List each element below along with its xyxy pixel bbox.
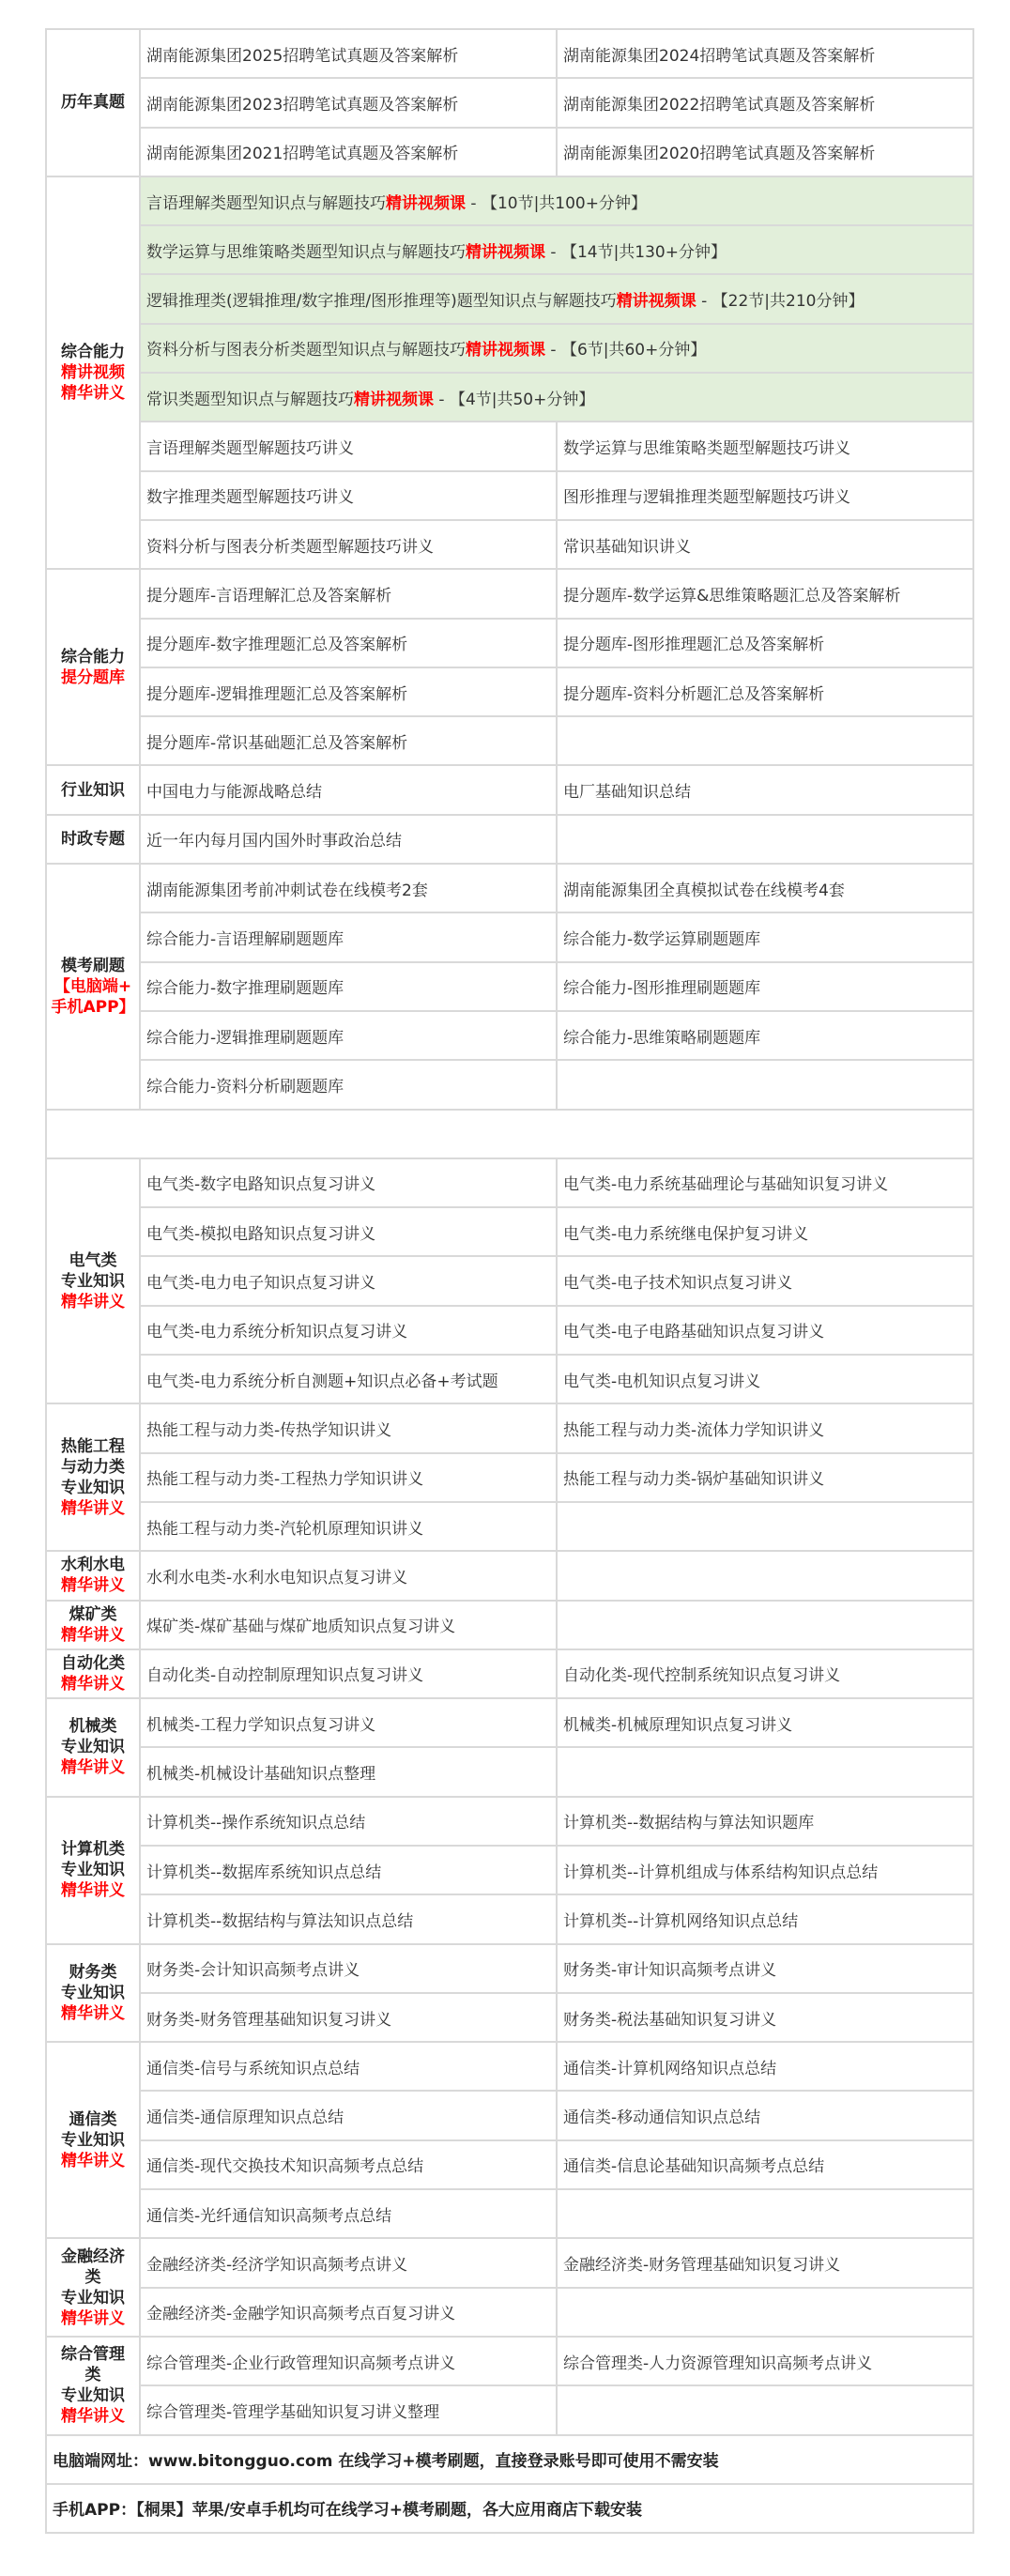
category-header — [46, 1698, 140, 1797]
resource-item[interactable]: 计算机类--数据库系统知识点总结 — [140, 1846, 557, 1894]
table-row — [46, 815, 973, 864]
video-course-duration: - 【22节|共210分钟】 — [696, 292, 865, 312]
resource-item[interactable]: 通信类-移动通信知识点总结 — [557, 2091, 973, 2139]
table-row — [46, 176, 973, 225]
table-row — [46, 1993, 973, 2042]
table-row — [46, 1403, 973, 1452]
video-course-tag: 精讲视频课 — [466, 341, 545, 360]
category-header — [46, 765, 140, 814]
category-subtitle: 精讲视频 精华讲义 — [61, 363, 125, 404]
resource-item[interactable]: 言语理解类题型解题技巧讲义 — [140, 422, 557, 470]
resource-item[interactable]: 湖南能源集团2022招聘笔试真题及答案解析 — [557, 78, 973, 127]
table-row — [46, 864, 973, 912]
resource-item[interactable]: 提分题库-资料分析题汇总及答案解析 — [557, 667, 973, 716]
category-header — [46, 1403, 140, 1551]
category-header — [46, 2238, 140, 2337]
resource-item[interactable]: 计算机类--计算机组成与体系结构知识点总结 — [557, 1846, 973, 1894]
resource-item[interactable]: 综合管理类-人力资源管理知识高频考点讲义 — [557, 2337, 973, 2385]
table-row — [46, 569, 973, 618]
resource-item[interactable]: 自动化类-现代控制系统知识点复习讲义 — [557, 1649, 973, 1698]
table-row — [46, 2091, 973, 2139]
resource-item[interactable]: 综合管理类-企业行政管理知识高频考点讲义 — [140, 2337, 557, 2385]
resource-item[interactable]: 金融经济类-金融学知识高频考点百复习讲义 — [140, 2288, 557, 2337]
table-row — [46, 1502, 973, 1551]
video-course-title: 常识类题型知识点与解题技巧 — [146, 390, 354, 409]
table-row — [46, 1158, 973, 1207]
category-header — [46, 1601, 140, 1649]
resource-item[interactable]: 热能工程与动力类-汽轮机原理知识讲义 — [140, 1502, 557, 1551]
category-title: 模考刷题 — [61, 956, 125, 975]
category-subtitle: 精华讲义 — [61, 2308, 125, 2328]
category-header — [46, 1944, 140, 2043]
table-row — [46, 128, 973, 176]
category-subtitle: 精华讲义 — [61, 1625, 125, 1645]
category-title: 热能工程 与动力类 专业知识 — [61, 1436, 125, 1497]
resource-item[interactable]: 机械类-机械设计基础知识点整理 — [140, 1747, 557, 1796]
resource-item[interactable]: 通信类-信息论基础知识高频考点总结 — [557, 2140, 973, 2189]
table-row — [46, 1256, 973, 1305]
video-course-title: 逻辑推理类(逻辑推理/数字推理/图形推理等)题型知识点与解题技巧 — [146, 292, 617, 312]
table-row — [46, 1747, 973, 1796]
video-course-tag: 精讲视频课 — [354, 390, 434, 409]
category-subtitle: 精华讲义 — [61, 2151, 125, 2170]
resource-item[interactable]: 提分题库-数学运算&思维策略题汇总及答案解析 — [557, 569, 973, 618]
video-course-duration: - 【6节|共60+分钟】 — [545, 341, 707, 360]
video-course-duration: - 【10节|共100+分钟】 — [466, 193, 647, 213]
resource-item[interactable]: 湖南能源集团2021招聘笔试真题及答案解析 — [140, 128, 557, 176]
table-row — [46, 520, 973, 569]
resource-item[interactable]: 计算机类--操作系统知识点总结 — [140, 1797, 557, 1846]
category-header — [46, 2337, 140, 2435]
resource-item[interactable] — [557, 2189, 973, 2238]
resource-item[interactable]: 金融经济类-财务管理基础知识复习讲义 — [557, 2238, 973, 2287]
video-course-item[interactable] — [140, 176, 973, 225]
table-row — [46, 2238, 973, 2287]
video-course-duration: - 【4节|共50+分钟】 — [434, 390, 595, 409]
resource-item[interactable]: 湖南能源集团2024招聘笔试真题及答案解析 — [557, 29, 973, 78]
resource-item[interactable]: 通信类-通信原理知识点总结 — [140, 2091, 557, 2139]
resource-item[interactable]: 计算机类--数据结构与算法知识题库 — [557, 1797, 973, 1846]
table-row — [46, 471, 973, 520]
table-row — [46, 667, 973, 716]
table-row — [46, 422, 973, 470]
table-row — [46, 2140, 973, 2189]
resource-item[interactable]: 数字推理类题型解题技巧讲义 — [140, 471, 557, 520]
resource-item[interactable]: 综合管理类-管理学基础知识复习讲义整理 — [140, 2385, 557, 2434]
table-row — [46, 1306, 973, 1355]
category-subtitle: 提分题库 — [61, 667, 125, 687]
category-header — [46, 864, 140, 1109]
resource-item[interactable]: 综合能力-逻辑推理刷题题库 — [140, 1011, 557, 1060]
resource-item[interactable]: 综合能力-资料分析刷题题库 — [140, 1060, 557, 1109]
table-row — [46, 1846, 973, 1894]
resource-item[interactable] — [557, 716, 973, 765]
video-course-item[interactable] — [140, 324, 973, 373]
video-course-tag: 精讲视频课 — [616, 292, 696, 312]
resource-item[interactable]: 通信类-光纤通信知识高频考点总结 — [140, 2189, 557, 2238]
video-course-title: 资料分析与图表分析类题型知识点与解题技巧 — [146, 341, 466, 360]
table-row — [46, 619, 973, 667]
table-row — [46, 765, 973, 814]
category-subtitle: 精华讲义 — [61, 1758, 125, 1778]
resource-table-container — [45, 28, 972, 2534]
resource-item[interactable]: 金融经济类-经济学知识高频考点讲义 — [140, 2238, 557, 2287]
table-row — [46, 1649, 973, 1698]
resource-item[interactable]: 提分题库-数字推理题汇总及答案解析 — [140, 619, 557, 667]
resource-item[interactable]: 电气类-模拟电路知识点复习讲义 — [140, 1207, 557, 1256]
category-header — [46, 29, 140, 176]
table-row — [46, 1453, 973, 1502]
resource-item[interactable]: 财务类-税法基础知识复习讲义 — [557, 1993, 973, 2042]
category-title: 综合管理 类 专业知识 — [61, 2345, 125, 2406]
resource-item[interactable]: 电气类-电力电子知识点复习讲义 — [140, 1256, 557, 1305]
table-row — [46, 716, 973, 765]
footer-row — [46, 2484, 973, 2533]
resource-table — [45, 28, 974, 2534]
resource-item[interactable]: 综合能力-图形推理刷题题库 — [557, 962, 973, 1011]
resource-item[interactable]: 数学运算与思维策略类题型解题技巧讲义 — [557, 422, 973, 470]
table-row — [46, 78, 973, 127]
table-row — [46, 274, 973, 323]
resource-item[interactable]: 热能工程与动力类-流体力学知识讲义 — [557, 1403, 973, 1452]
footer-app-text: 手机APP：【桐果】苹果/安卓手机均可在线学习+模考刷题，各大应用商店下载安装 — [46, 2484, 973, 2533]
table-row — [46, 1011, 973, 1060]
resource-item[interactable] — [557, 2288, 973, 2337]
resource-item[interactable]: 提分题库-常识基础题汇总及答案解析 — [140, 716, 557, 765]
resource-item[interactable] — [557, 815, 973, 864]
resource-item[interactable]: 计算机类--计算机网络知识点总结 — [557, 1894, 973, 1943]
resource-item[interactable] — [557, 1060, 973, 1109]
resource-item[interactable] — [557, 1601, 973, 1649]
footer-web-text: 电脑端网址：www.bitongguo.com 在线学习+模考刷题，直接登录账号即可使用不需安装 — [46, 2435, 973, 2484]
category-title: 综合能力 — [61, 343, 125, 362]
table-row — [46, 1944, 973, 1993]
resource-item[interactable]: 湖南能源集团2020招聘笔试真题及答案解析 — [557, 128, 973, 176]
resource-item[interactable] — [557, 1747, 973, 1796]
resource-item[interactable]: 电气类-电子电路基础知识点复习讲义 — [557, 1306, 973, 1355]
video-course-duration: - 【14节|共130+分钟】 — [545, 242, 727, 262]
section-title — [46, 1110, 973, 1158]
table-row — [46, 1060, 973, 1109]
category-title: 历年真题 — [61, 93, 125, 113]
resource-item[interactable]: 电气类-电机知识点复习讲义 — [557, 1355, 973, 1403]
table-row — [46, 1601, 973, 1649]
resource-item[interactable]: 电气类-电力系统分析自测题+知识点必备+考试题 — [140, 1355, 557, 1403]
resource-item[interactable]: 综合能力-数字推理刷题题库 — [140, 962, 557, 1011]
category-header — [46, 569, 140, 765]
resource-item[interactable]: 综合能力-思维策略刷题题库 — [557, 1011, 973, 1060]
resource-item[interactable]: 湖南能源集团2023招聘笔试真题及答案解析 — [140, 78, 557, 127]
resource-item[interactable]: 电气类-电力系统分析知识点复习讲义 — [140, 1306, 557, 1355]
category-subtitle: 精华讲义 — [61, 1881, 125, 1901]
category-header — [46, 1158, 140, 1403]
resource-item[interactable]: 通信类-信号与系统知识点总结 — [140, 2042, 557, 2091]
table-row — [46, 912, 973, 961]
category-header — [46, 815, 140, 864]
table-row — [46, 1355, 973, 1403]
table-row — [46, 962, 973, 1011]
table-row — [46, 373, 973, 422]
section-row — [46, 1110, 973, 1158]
resource-item[interactable]: 提分题库-图形推理题汇总及答案解析 — [557, 619, 973, 667]
category-title: 时政专题 — [61, 829, 125, 849]
table-row — [46, 1698, 973, 1747]
resource-item[interactable]: 提分题库-言语理解汇总及答案解析 — [140, 569, 557, 618]
resource-item[interactable]: 资料分析与图表分析类题型解题技巧讲义 — [140, 520, 557, 569]
category-header — [46, 1797, 140, 1944]
category-title: 综合能力 — [61, 647, 125, 667]
video-course-title: 数学运算与思维策略类题型知识点与解题技巧 — [146, 242, 466, 262]
resource-item[interactable]: 常识基础知识讲义 — [557, 520, 973, 569]
category-header — [46, 1649, 140, 1698]
category-subtitle: 精华讲义 — [61, 1292, 125, 1311]
resource-item[interactable] — [557, 2385, 973, 2434]
resource-item[interactable]: 水利水电类-水利水电知识点复习讲义 — [140, 1551, 557, 1600]
category-subtitle: 【电脑端+ 手机APP】 — [51, 976, 135, 1017]
resource-item[interactable]: 热能工程与动力类-传热学知识讲义 — [140, 1403, 557, 1452]
video-course-item[interactable] — [140, 225, 973, 274]
table-row — [46, 29, 973, 78]
table-row — [46, 1894, 973, 1943]
footer-row — [46, 2435, 973, 2484]
resource-item[interactable]: 机械类-工程力学知识点复习讲义 — [140, 1698, 557, 1747]
resource-item[interactable]: 湖南能源集团2025招聘笔试真题及答案解析 — [140, 29, 557, 78]
resource-item[interactable]: 中国电力与能源战略总结 — [140, 765, 557, 814]
resource-item[interactable]: 计算机类--数据结构与算法知识点总结 — [140, 1894, 557, 1943]
category-subtitle: 精华讲义 — [61, 2003, 125, 2023]
table-row — [46, 2042, 973, 2091]
resource-item[interactable]: 综合能力-数学运算刷题题库 — [557, 912, 973, 961]
resource-item[interactable]: 电气类-数字电路知识点复习讲义 — [140, 1158, 557, 1207]
resource-item[interactable]: 机械类-机械原理知识点复习讲义 — [557, 1698, 973, 1747]
resource-item[interactable]: 图形推理与逻辑推理类题型解题技巧讲义 — [557, 471, 973, 520]
resource-item[interactable]: 财务类-会计知识高频考点讲义 — [140, 1944, 557, 1993]
resource-item[interactable]: 财务类-财务管理基础知识复习讲义 — [140, 1993, 557, 2042]
resource-item[interactable]: 湖南能源集团全真模拟试卷在线模考4套 — [557, 864, 973, 912]
category-subtitle: 精华讲义 — [61, 1576, 125, 1596]
resource-item[interactable]: 电厂基础知识总结 — [557, 765, 973, 814]
category-header — [46, 2042, 140, 2238]
resource-item[interactable]: 通信类-现代交换技术知识高频考点总结 — [140, 2140, 557, 2189]
category-title: 通信类 专业知识 — [61, 2109, 125, 2150]
video-course-item[interactable] — [140, 274, 973, 323]
table-row — [46, 324, 973, 373]
video-course-item[interactable] — [140, 373, 973, 422]
resource-item[interactable]: 通信类-计算机网络知识点总结 — [557, 2042, 973, 2091]
resource-item[interactable]: 电气类-电子技术知识点复习讲义 — [557, 1256, 973, 1305]
resource-item[interactable]: 电气类-电力系统继电保护复习讲义 — [557, 1207, 973, 1256]
resource-item[interactable]: 热能工程与动力类-锅炉基础知识讲义 — [557, 1453, 973, 1502]
category-title: 煤矿类 — [69, 1604, 117, 1624]
table-row — [46, 1207, 973, 1256]
table-row — [46, 2385, 973, 2434]
category-header — [46, 176, 140, 569]
resource-item[interactable] — [557, 1502, 973, 1551]
video-course-title: 言语理解类题型知识点与解题技巧 — [146, 193, 386, 213]
category-title: 水利水电 — [61, 1556, 125, 1575]
resource-item[interactable] — [557, 1551, 973, 1600]
category-subtitle: 精华讲义 — [61, 1674, 125, 1694]
category-subtitle: 精华讲义 — [61, 1498, 125, 1518]
category-title: 电气类 专业知识 — [61, 1250, 125, 1291]
resource-item[interactable]: 自动化类-自动控制原理知识点复习讲义 — [140, 1649, 557, 1698]
category-subtitle: 精华讲义 — [61, 2407, 125, 2427]
resource-item[interactable]: 财务类-审计知识高频考点讲义 — [557, 1944, 973, 1993]
category-header — [46, 1551, 140, 1600]
table-row — [46, 2288, 973, 2337]
category-title: 金融经济 类 专业知识 — [61, 2246, 125, 2308]
category-title: 计算机类 专业知识 — [61, 1840, 125, 1880]
table-row — [46, 2337, 973, 2385]
table-row — [46, 1797, 973, 1846]
resource-item[interactable]: 煤矿类-煤矿基础与煤矿地质知识点复习讲义 — [140, 1601, 557, 1649]
table-row — [46, 1551, 973, 1600]
resource-item[interactable]: 湖南能源集团考前冲刺试卷在线模考2套 — [140, 864, 557, 912]
resource-item[interactable]: 综合能力-言语理解刷题题库 — [140, 912, 557, 961]
resource-item[interactable]: 电气类-电力系统基础理论与基础知识复习讲义 — [557, 1158, 973, 1207]
video-course-tag: 精讲视频课 — [466, 242, 545, 262]
category-title: 机械类 专业知识 — [61, 1717, 125, 1757]
table-row — [46, 225, 973, 274]
resource-item[interactable]: 提分题库-逻辑推理题汇总及答案解析 — [140, 667, 557, 716]
resource-item[interactable]: 近一年内每月国内国外时事政治总结 — [140, 815, 557, 864]
resource-item[interactable]: 热能工程与动力类-工程热力学知识讲义 — [140, 1453, 557, 1502]
video-course-tag: 精讲视频课 — [386, 193, 466, 213]
category-title: 自动化类 — [61, 1653, 125, 1673]
category-title: 财务类 专业知识 — [61, 1962, 125, 2002]
category-title: 行业知识 — [61, 780, 125, 800]
table-row — [46, 2189, 973, 2238]
